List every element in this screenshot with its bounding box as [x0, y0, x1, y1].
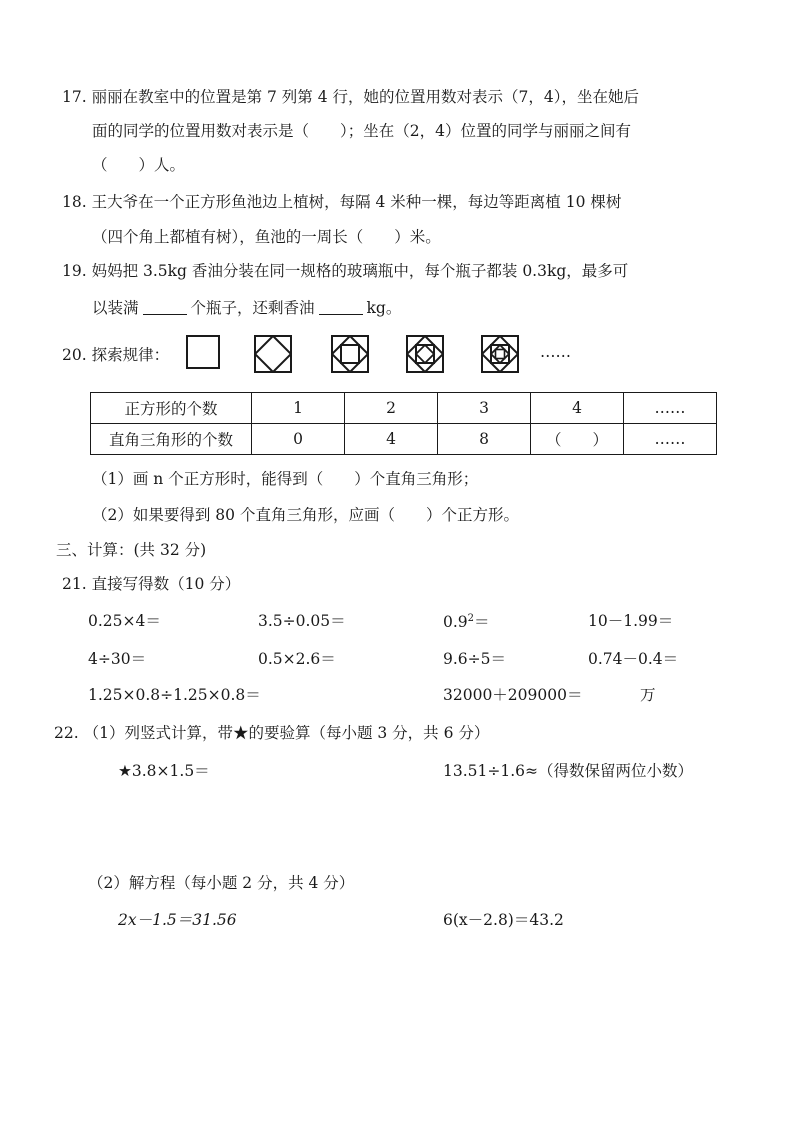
q19-line-2 — [92, 300, 401, 317]
q20-label: 20. 探索规律： — [62, 346, 170, 364]
calc-item: 1.25×0.8÷1.25×0.8＝ — [88, 686, 261, 704]
table-cell: …… — [624, 393, 717, 424]
q22-sub-2-title: （2）解方程（每小题 2 分，共 4 分） — [88, 874, 355, 892]
calc-base: 0.9 — [443, 613, 468, 632]
calc-equals: ＝ — [474, 613, 490, 632]
calc-item: 0.5×2.6＝ — [258, 650, 336, 668]
q22-title: 22. （1）列竖式计算，带★的要验算（每小题 3 分，共 6 分） — [54, 724, 490, 742]
equation-1: 2x－1.5＝31.56 — [118, 911, 237, 929]
table-row — [91, 424, 717, 455]
calc-item: 10－1.99＝ — [588, 612, 674, 630]
q20-sub-2: （2）如果要得到 80 个直角三角形，应画（ ）个正方形。 — [92, 506, 519, 524]
calc-unit: 万 — [640, 686, 656, 704]
pattern-table — [90, 392, 717, 455]
table-cell: 0 — [252, 424, 345, 455]
table-cell: …… — [624, 424, 717, 455]
calc-item: 0.25×4＝ — [88, 612, 161, 630]
q20-sub-1: （1）画 n 个正方形时，能得到（ ）个直角三角形； — [92, 470, 479, 488]
calc-exponent: 2 — [467, 613, 475, 624]
calc-item: ★3.8×1.5＝ — [118, 762, 210, 780]
table-cell: 3 — [438, 393, 531, 424]
calc-item: 9.6÷5＝ — [443, 650, 506, 668]
q17-line-1: 17. 丽丽在教室中的位置是第 7 列第 4 行，她的位置用数对表示（7，4），坐在她后 — [62, 88, 639, 106]
calc-item: 0.74－0.4＝ — [588, 650, 679, 668]
calc-item: 3.5÷0.05＝ — [258, 612, 346, 630]
pattern-figure-5 — [481, 335, 519, 373]
table-cell: 4 — [531, 393, 624, 424]
q18-line-1: 18. 王大爷在一个正方形鱼池边上植树，每隔 4 米种一棵，每边等距离植 10 棵树 — [62, 193, 622, 211]
calc-item — [443, 614, 490, 631]
answer-blank-1[interactable] — [143, 300, 187, 315]
q21-title: 21. 直接写得数（10 分） — [62, 575, 241, 593]
pattern-figure-1 — [186, 335, 220, 369]
pattern-figure-4 — [406, 335, 444, 373]
q17-line-2: 面的同学的位置用数对表示是（ ）；坐在（2，4）位置的同学与丽丽之间有 — [92, 122, 631, 140]
q19-text-b: 个瓶子，还剩香油 — [190, 299, 315, 317]
table-cell: 4 — [345, 424, 438, 455]
pattern-figure-2 — [254, 335, 292, 373]
calc-item: 4÷30＝ — [88, 650, 147, 668]
q19-text-a: 以装满 — [92, 299, 139, 317]
q19-line-1: 19. 妈妈把 3.5kg 香油分装在同一规格的玻璃瓶中，每个瓶子都装 0.3kg，最多可 — [62, 262, 629, 280]
q17-line-3: （ ）人。 — [92, 156, 186, 174]
q18-line-2: （四个角上都植有树），鱼池的一周长（ ）米。 — [92, 228, 441, 246]
table-cell: 8 — [438, 424, 531, 455]
calc-item: 13.51÷1.6≈（得数保留两位小数） — [443, 762, 693, 780]
answer-blank-2[interactable] — [319, 300, 363, 315]
table-cell: 正方形的个数 — [91, 393, 252, 424]
section-heading: 三、计算：(共 32 分) — [56, 541, 207, 559]
table-cell: 2 — [345, 393, 438, 424]
answer-cell[interactable]: （ ） — [531, 424, 624, 455]
table-cell: 1 — [252, 393, 345, 424]
pattern-ellipsis: …… — [540, 343, 571, 361]
pattern-figure-3 — [331, 335, 369, 373]
table-row — [91, 393, 717, 424]
q19-text-c: kg。 — [366, 299, 402, 317]
calc-item: 32000＋209000＝ — [443, 686, 583, 704]
table-cell: 直角三角形的个数 — [91, 424, 252, 455]
equation-2: 6(x－2.8)＝43.2 — [443, 911, 564, 929]
